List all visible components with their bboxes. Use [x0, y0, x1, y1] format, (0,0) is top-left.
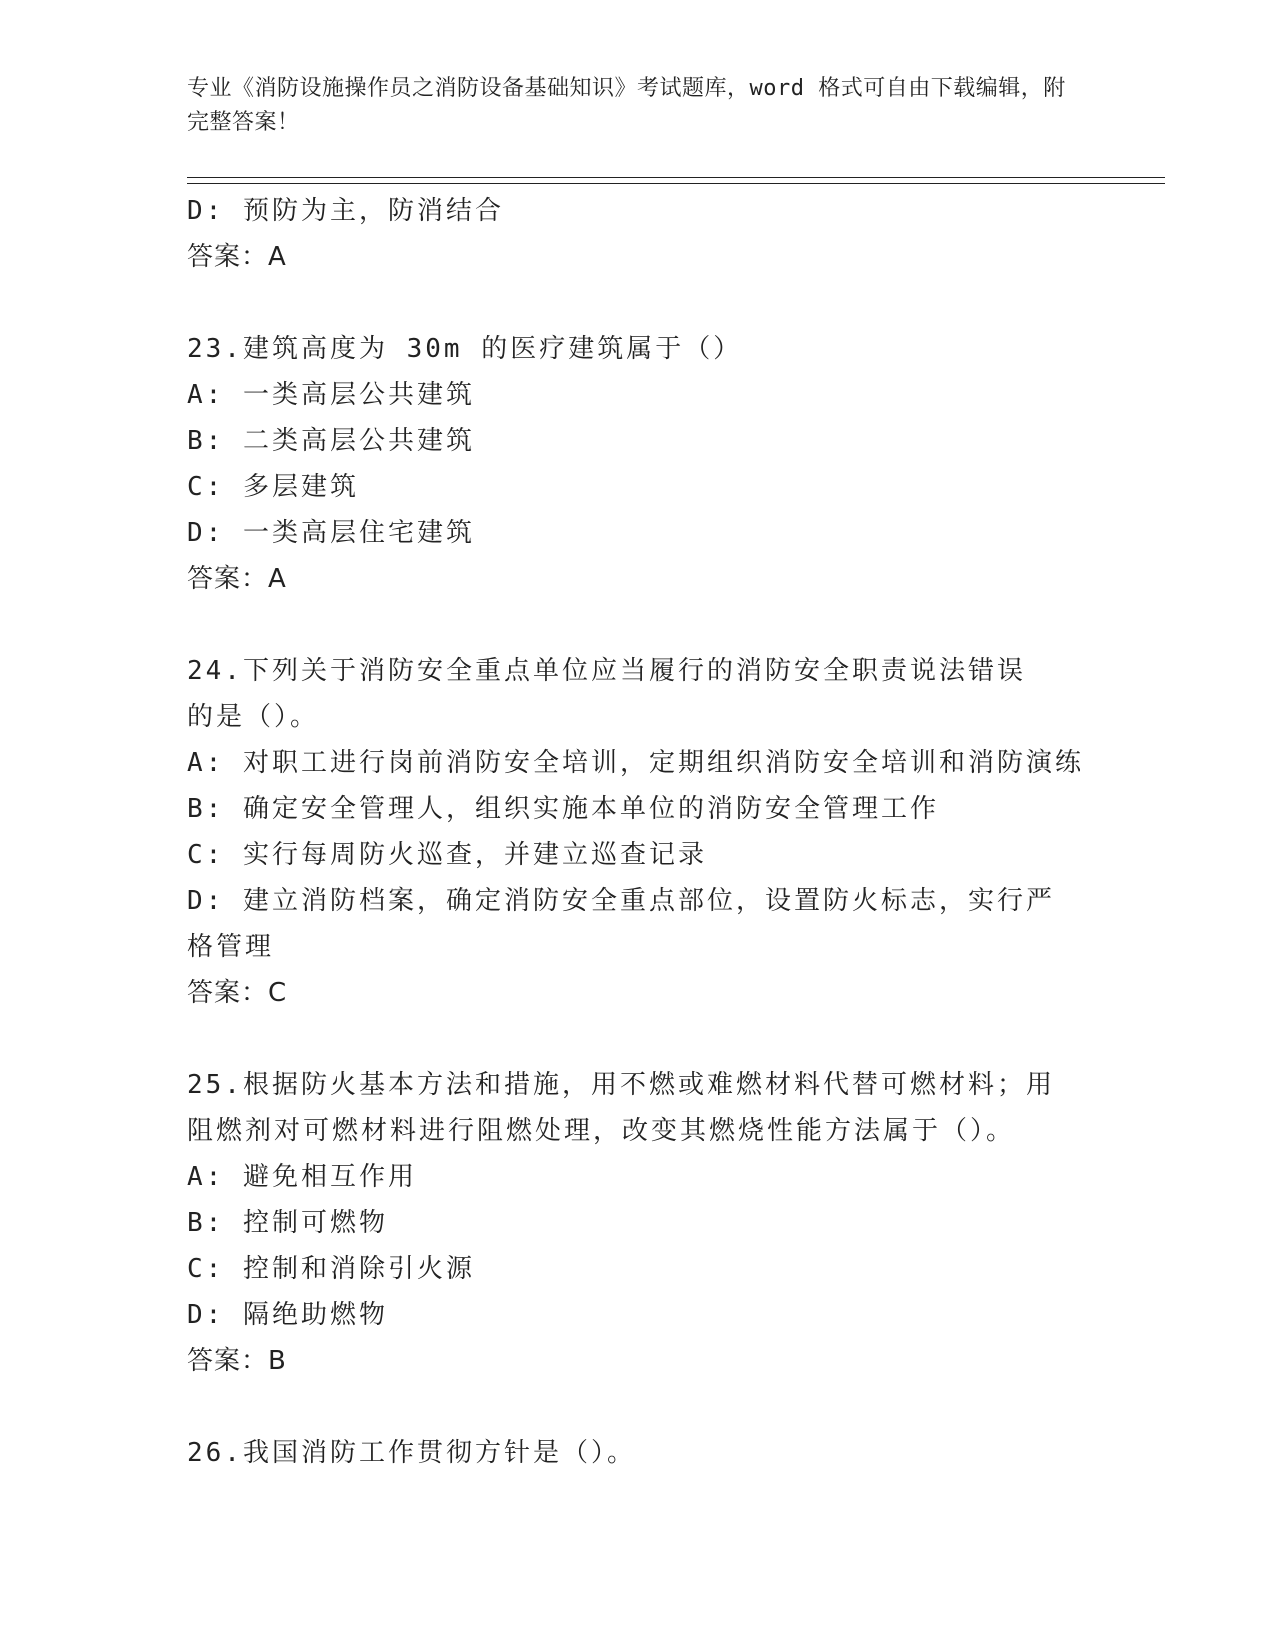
- header-rule-top: [187, 177, 1165, 178]
- answer: 答案：B: [187, 1346, 287, 1376]
- spacer: [187, 602, 1087, 648]
- option-a: A: 对职工进行岗前消防安全培训，定期组织消防安全培训和消防演练: [187, 748, 1084, 778]
- question-list: [187, 188, 1087, 1476]
- option-c: C: 控制和消除引火源: [187, 1254, 475, 1284]
- option-d: D: 建立消防档案，确定消防安全重点部位，设置防火标志，实行严格管理: [187, 886, 1055, 962]
- answer: 答案：A: [187, 564, 287, 594]
- option-d: D: 预防为主，防消结合: [187, 196, 504, 226]
- spacer: [187, 1384, 1087, 1430]
- question-stem: 23.建筑高度为 30m 的医疗建筑属于（）: [187, 334, 743, 364]
- answer: 答案：A: [187, 242, 287, 272]
- question-stem: 26.我国消防工作贯彻方针是（）。: [187, 1438, 636, 1468]
- option-b: B: 控制可燃物: [187, 1208, 388, 1238]
- option-a: A: 一类高层公共建筑: [187, 380, 475, 410]
- option-c: C: 实行每周防火巡查，并建立巡查记录: [187, 840, 707, 870]
- question-stem: 24.下列关于消防安全重点单位应当履行的消防安全职责说法错误的是（）。: [187, 656, 1026, 732]
- header-rule-bottom: [187, 183, 1165, 184]
- option-b: B: 确定安全管理人，组织实施本单位的消防安全管理工作: [187, 794, 939, 824]
- option-a: A: 避免相互作用: [187, 1162, 417, 1192]
- spacer: [187, 280, 1087, 326]
- option-c: C: 多层建筑: [187, 472, 359, 502]
- option-d: D: 一类高层住宅建筑: [187, 518, 475, 548]
- document-header: 专业《消防设施操作员之消防设备基础知识》考试题库，word 格式可自由下载编辑，附完整答案！: [187, 76, 1066, 135]
- answer: 答案：C: [187, 978, 288, 1008]
- option-d: D: 隔绝助燃物: [187, 1300, 388, 1330]
- spacer: [187, 1016, 1087, 1062]
- option-b: B: 二类高层公共建筑: [187, 426, 475, 456]
- question-stem: 25.根据防火基本方法和措施，用不燃或难燃材料代替可燃材料；用阻燃剂对可燃材料进行阻燃处理，改变其燃烧性能方法属于（）。: [187, 1070, 1055, 1146]
